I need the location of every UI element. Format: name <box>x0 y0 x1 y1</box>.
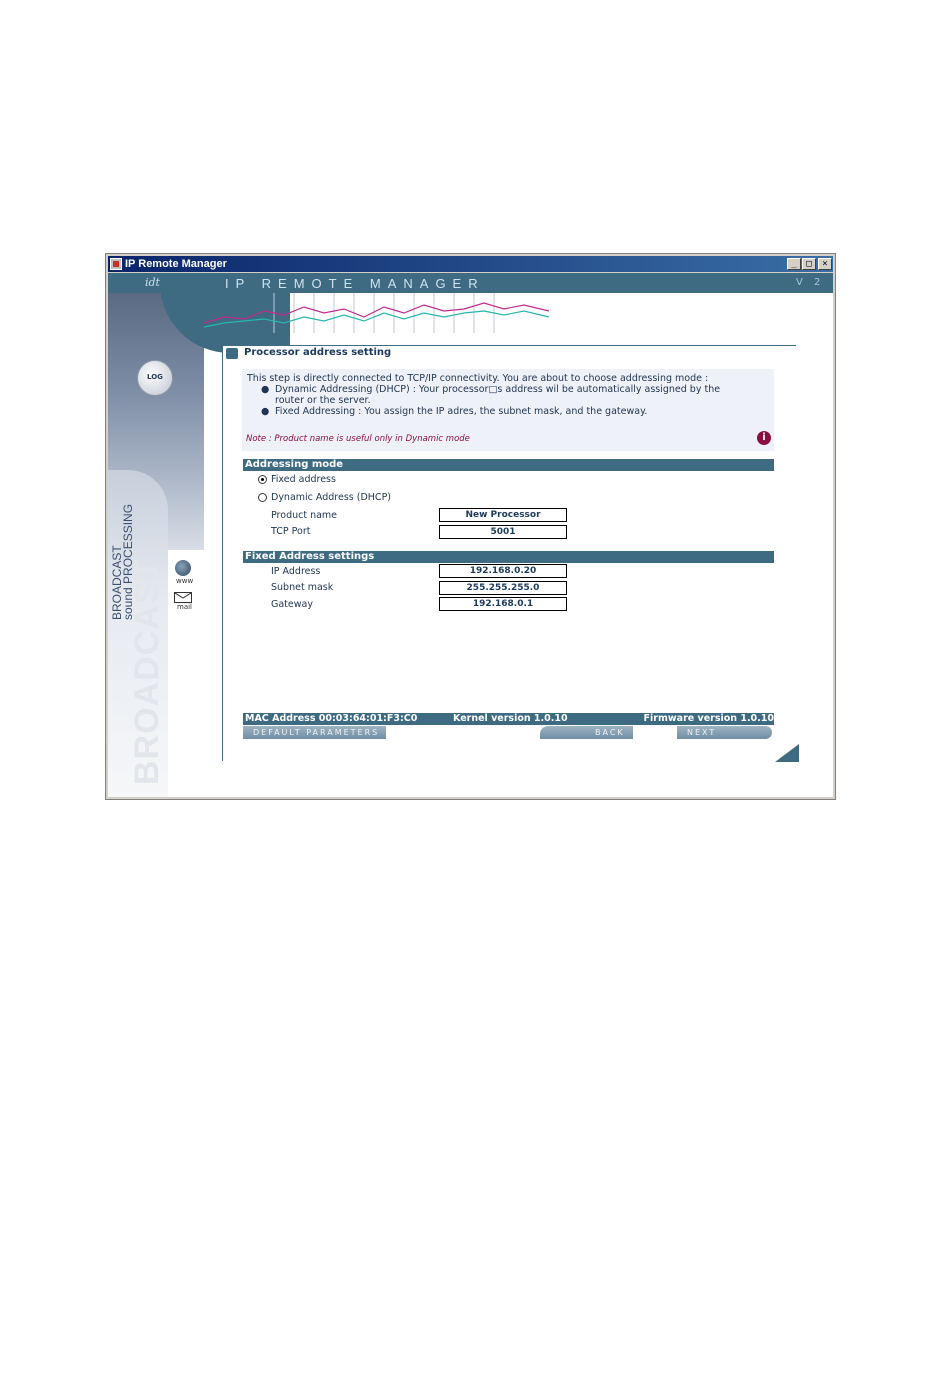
gateway-label: Gateway <box>271 599 313 610</box>
bullet-dot: ● <box>261 406 270 417</box>
bullet-dhcp-cont: router or the server. <box>275 395 371 406</box>
brand-line2: sound PROCESSING <box>121 503 135 620</box>
subnet-mask-field[interactable]: 255.255.255.0 <box>439 581 567 595</box>
dynamic-address-label[interactable]: Dynamic Address (DHCP) <box>271 492 392 503</box>
log-label: LOG <box>147 373 163 381</box>
mac-address: MAC Address 00:03:64:01:F3:C0 <box>245 713 418 724</box>
dynamic-address-radio[interactable] <box>258 493 267 502</box>
note-text: Note : Product name is useful only in Dynamic mode <box>246 434 470 444</box>
close-button[interactable]: × <box>818 258 832 270</box>
mail-link[interactable]: mail <box>177 603 192 611</box>
info-icon[interactable]: i <box>757 431 771 445</box>
brand-watermark: BROADCAST <box>128 558 166 785</box>
bullet-dhcp: Dynamic Addressing (DHCP) : Your processor□s address wil be automatically assigned by the <box>275 384 721 395</box>
gateway-field[interactable]: 192.168.0.1 <box>439 597 567 611</box>
brand-text <box>112 504 134 620</box>
bullet-dot: ● <box>261 384 270 395</box>
waveform-graphic <box>204 293 554 333</box>
company-logo: idt <box>145 276 160 289</box>
next-button[interactable]: NEXT <box>677 726 772 739</box>
intro-text: This step is directly connected to TCP/IP connectivity. You are about to choose addressing mode : <box>247 373 709 384</box>
mail-icon[interactable] <box>174 592 192 603</box>
app-icon[interactable] <box>110 258 122 270</box>
page-title: Processor address setting <box>244 347 392 358</box>
window-title: IP Remote Manager <box>125 258 227 270</box>
fixed-settings-header: Fixed Address settings <box>243 551 774 563</box>
firmware-version: Firmware version 1.0.10 <box>643 713 774 724</box>
bullet-fixed: Fixed Addressing : You assign the IP adres, the subnet mask, and the gateway. <box>275 406 648 417</box>
ip-address-label: IP Address <box>271 566 321 577</box>
addressing-mode-header: Addressing mode <box>243 459 774 471</box>
fixed-address-radio[interactable] <box>258 475 267 484</box>
processor-icon <box>226 348 238 359</box>
product-name-label: Product name <box>271 510 338 521</box>
globe-icon[interactable] <box>175 560 191 576</box>
ip-address-field[interactable]: 192.168.0.20 <box>439 564 567 578</box>
sidebar-link-strip <box>168 550 204 797</box>
maximize-button[interactable]: □ <box>802 258 816 270</box>
fixed-address-label[interactable]: Fixed address <box>271 474 336 485</box>
default-parameters-button[interactable]: DEFAULT PARAMETERS <box>243 726 386 739</box>
tcp-port-label: TCP Port <box>271 526 311 537</box>
product-name-field[interactable]: New Processor <box>439 508 567 522</box>
banner-title: IP REMOTE MANAGER <box>225 276 485 291</box>
tcp-port-field[interactable]: 5001 <box>439 525 567 539</box>
www-link[interactable]: www <box>176 577 194 585</box>
kernel-version: Kernel version 1.0.10 <box>453 713 568 724</box>
status-bar <box>243 713 774 725</box>
back-button[interactable]: BACK <box>540 726 633 739</box>
brand-line1: BROADCAST <box>110 545 124 620</box>
subnet-mask-label: Subnet mask <box>271 582 334 593</box>
version-label: V 2 <box>796 277 825 288</box>
minimize-button[interactable]: _ <box>787 258 801 270</box>
